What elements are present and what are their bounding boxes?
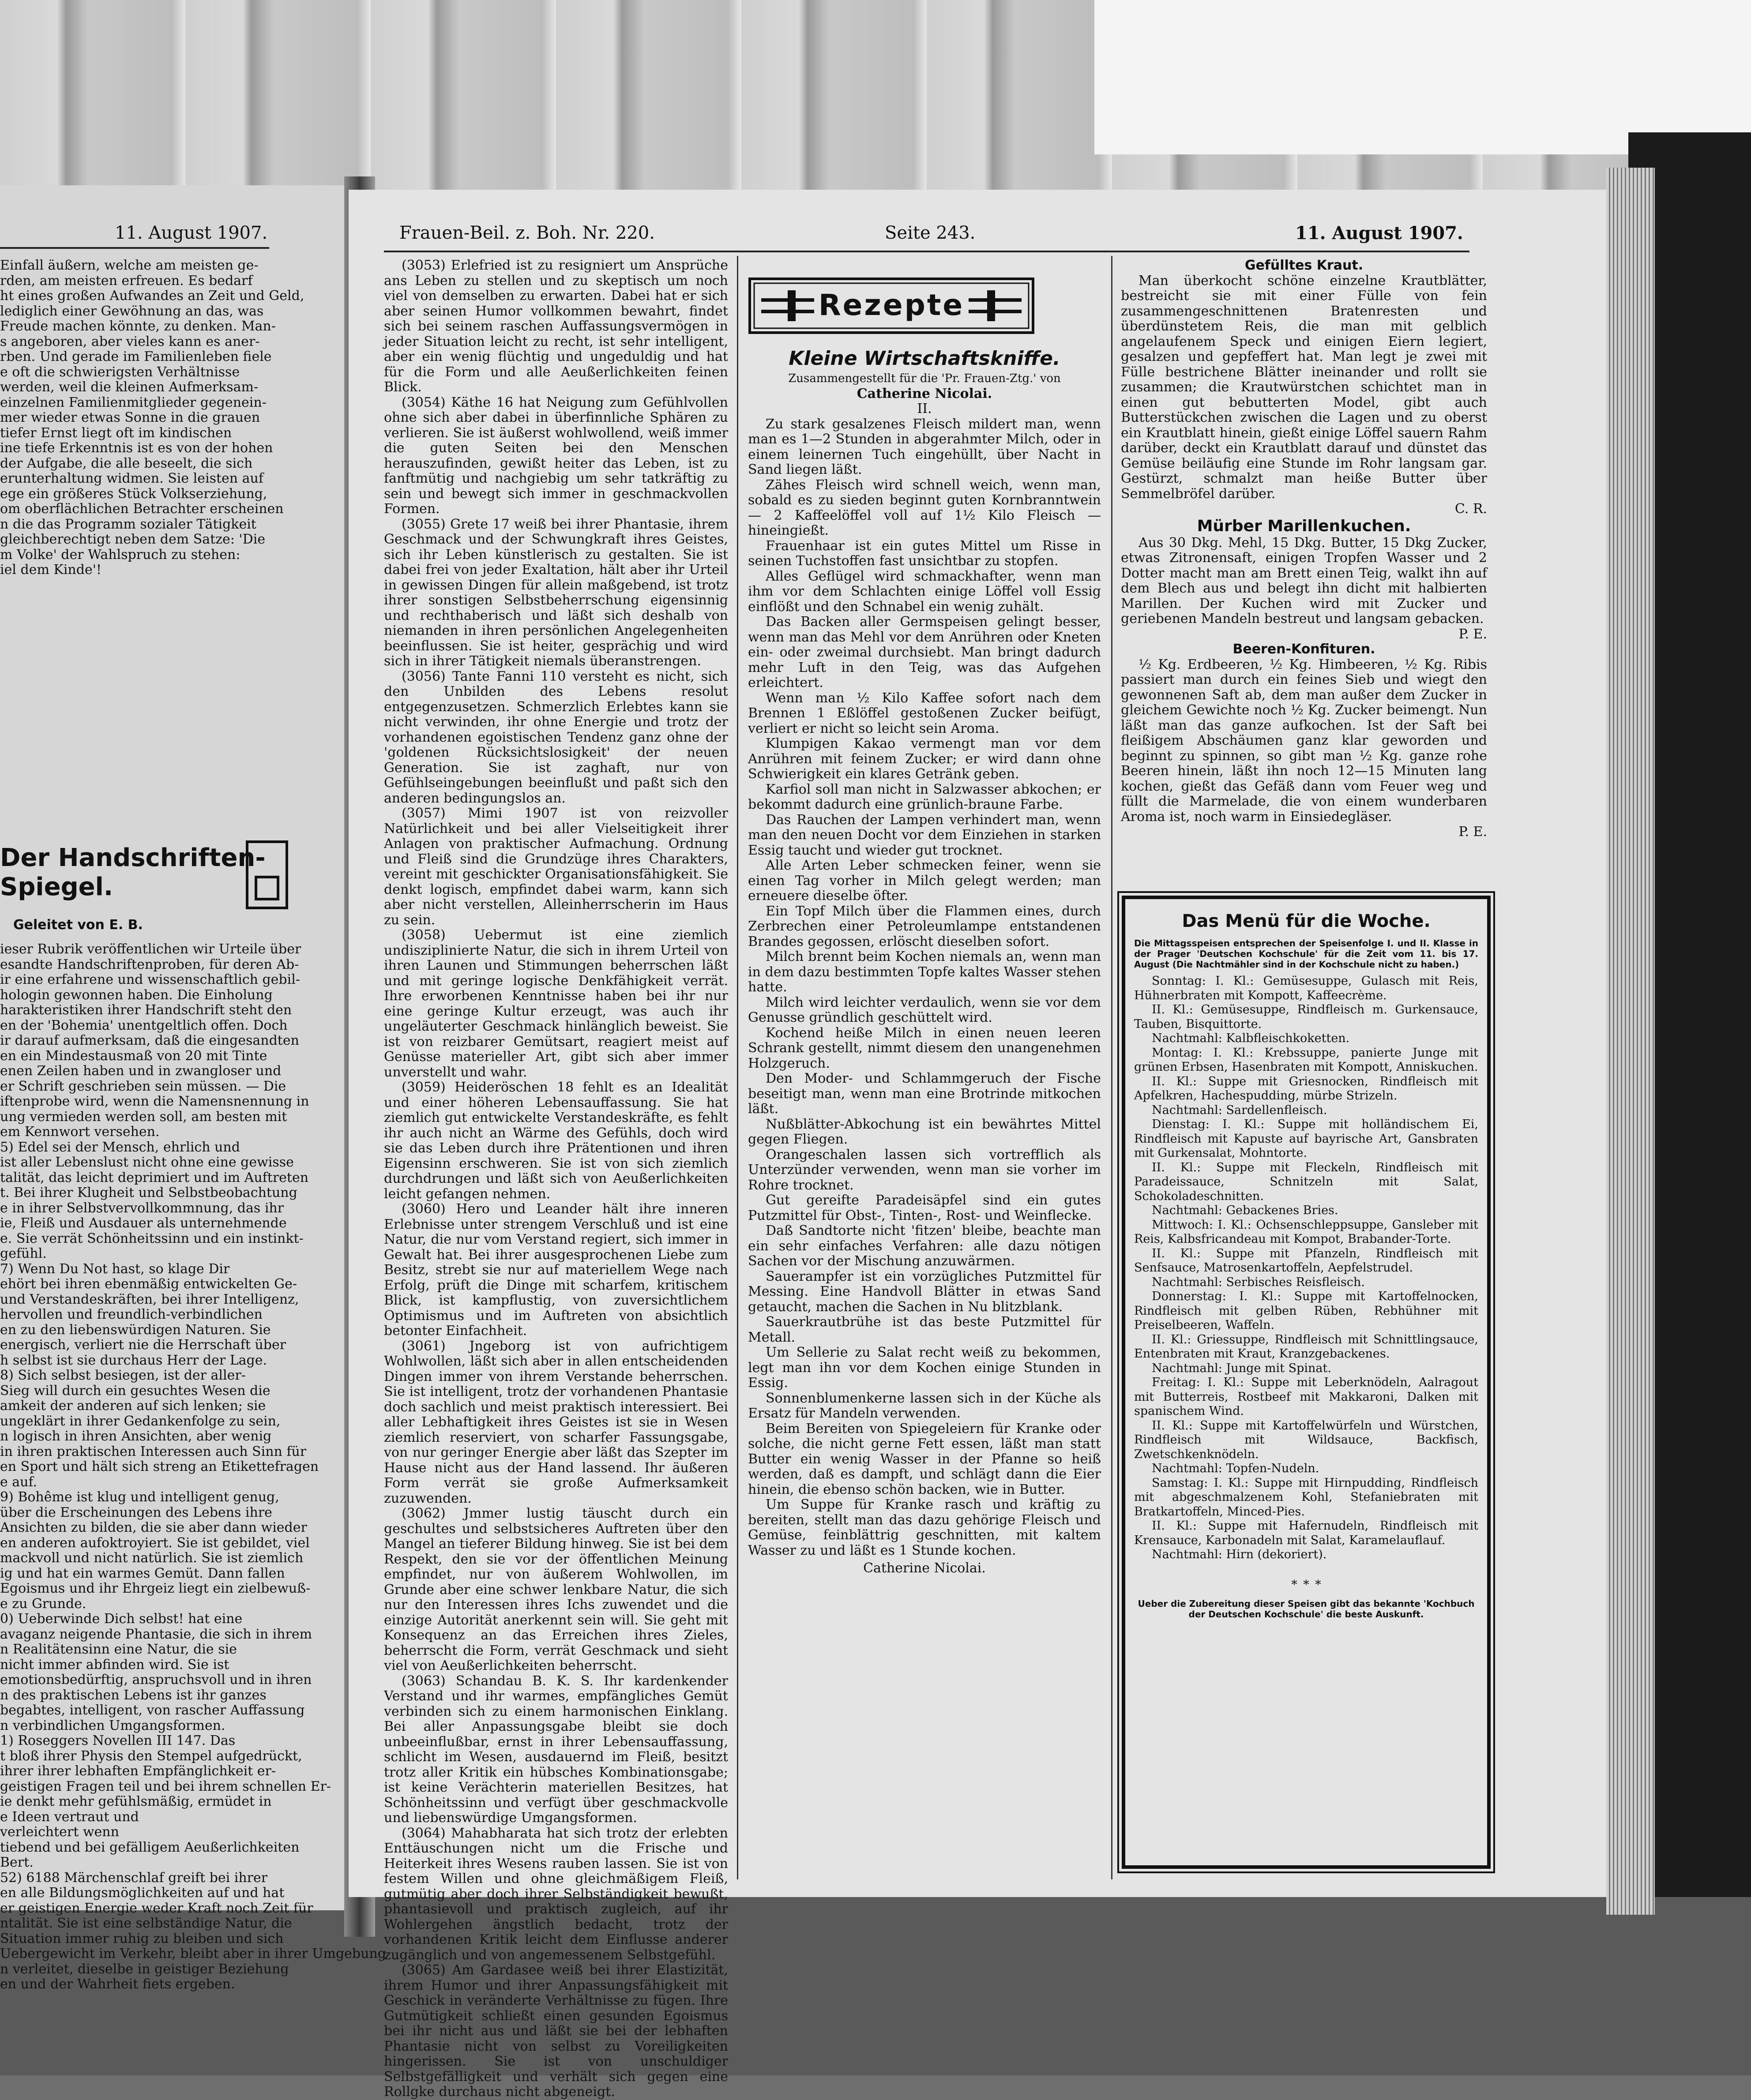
left-line: en Sport und hält sich streng an Etikettefragen [0,1459,319,1474]
left-line: er Schrift geschrieben sein müssen. — Die [0,1078,286,1094]
left-line: ieser Rubrik veröffentlichen wir Urteile über [0,941,301,957]
menu-day-entry: Sonntag: I. Kl.: Gemüsesuppe, Gulasch mit Reis, Hühnerbraten mit Kompott, Kaffeecrème. [1134,974,1478,1002]
left-line: tiebend und bei gefälligem Aeußerlichkeiten [0,1839,300,1855]
handschrift-entry: (3063) Schandau B. K. S. Ihr kardenkender Verstand und ihr warmes, empfängliches Gemüt verbinden sich zu einem harmonischen Einklang. Bei aller Anpassungsgabe bleibt sie doch unbeeinflußbar, ernst in ihrer Lebensauffassung, schlicht im Wesen, ausdauernd im Fleiß, besitzt trotz aller Kritik ein hübsches Kombinationsgabe; ist keine Verächterin materiellen Besitzes, hat Schönheitssinn und verfügt über geschmackvolle und liebenswürdige Umgangsformen. [384,1673,728,1826]
handschriften-title: Der Handschriften- Spiegel. [0,844,266,901]
handschrift-entry: (3061) Jngeborg ist von aufrichtigem Wohlwollen, läßt sich aber in allen entscheidenden Dingen immer von ihrem Verstande beherrschen. Sie ist intelligent, trotz der vorhandenen Phantasie doch sachlich und meist praktisch interessiert. Bei aller Lebhaftigkeit ihres Geistes ist sie in Wesen ziemlich reserviert, von scharfer Fassungsgabe, von nur geringer Energie aber läßt das Szepter im Hause nicht aus der Hand lassend. Ihr äußeren Form verrät sie große Aufmerksamkeit zuzuwenden. [384,1338,728,1506]
menu-day-entry: Nachtmahl: Kalbfleischkoketten. [1152,1031,1350,1045]
kniffe-subtitle: Zusammengestellt für die 'Pr. Frauen-Ztg.' von [788,372,1061,385]
handschriften-box [0,837,291,912]
kniff-item: Das Rauchen der Lampen verhindert man, wenn man den neuen Docht vor dem Einziehen in starken Essig taucht und wieder gut trocknet. [748,812,1101,858]
left-line: hervollen und freundlich-verbindlichen [0,1307,263,1322]
left-line: energisch, verliert nie die Herrschaft über [0,1337,286,1353]
left-line: über die Erscheinungen des Lebens ihre [0,1504,272,1520]
left-line: rben. Und gerade im Familienleben fiele [0,349,272,364]
left-line: ir darauf aufmerksam, daß die eingesandten [0,1033,299,1048]
left-column-text-bottom [0,941,386,2062]
left-line: 8) Sich selbst besiegen, ist der aller- [0,1368,246,1383]
kraut-title: Gefülltes Kraut. [1244,258,1364,273]
kniff-item: Zu stark gesalzenes Fleisch mildert man, wenn man es 1—2 Stunden in abgerahmter Milch, oder in einem leinernen Tuch eingehüllt, über Nacht in Sand liegen läßt. [748,416,1101,477]
left-line: einzelnen Familienmitglieder gegenein- [0,394,267,410]
background-white [1094,0,1751,154]
left-header-rule [0,247,269,249]
kniff-item: Alle Arten Leber schmecken feiner, wenn sie einen Tag vorher in Milch gelegt werden; man erneuere dieselbe öfter. [748,858,1101,904]
header-right: 11. August 1907. [1295,223,1463,244]
left-line: em Kennwort versehen. [0,1124,160,1140]
kniff-item: Um Suppe für Kranke rasch und kräftig zu bereiten, stellt man das dazu gehörige Fleisch und Gemüse, feinblättrig geschnitten, mit kaltem Wasser zu und läßt es 1 Stunde kochen. [748,1497,1101,1558]
menu-day-entry: II. Kl.: Suppe mit Fleckeln, Rindfleisch mit Paradeissauce, Schnitzeln mit Salat, Schokoladeschnitten. [1134,1160,1478,1203]
left-line: ig und hat ein warmes Gemüt. Dann fallen [0,1565,285,1581]
left-line: Sieg will durch ein gesuchtes Wesen die [0,1383,271,1399]
kniff-item: Daß Sandtorte nicht 'fitzen' bleibe, beachte man ein sehr einfaches Verfahren: alle dazu nötigen Sachen vor der Mischung anzuwärmen. [748,1223,1101,1269]
kraut-text: Man überkocht schöne einzelne Krautblätter, bestreicht sie mit einer Fülle von fein zusammengeschnittenen Bratenresten und überdünstetem Reis, die man mit gelblich angelaufenem Speck und einigen Eiern legiert, gesalzen und gepfeffert hat. Man legt je zwei mit Fülle bestrichene Blätter ineinander und rollt sie zusammen; die Krautwürstchen schichtet man in einen gut bebutterten Model, gibt auch Butterstückchen zwischen die Lagen und zu oberst ein Krautblatt hinein, gießt einige Löffel sauern Rahm darüber, deckt ein Krautblatt darauf und dünstet das Gemüse beiläufig eine Stunde im Rohr langsam gar. Gestürzt, schmalzt man heiße Butter über Semmelbröfel darüber. [1121,273,1487,502]
left-line: rden, am meisten erfreuen. Es bedarf [0,273,253,289]
left-line: in ihren praktischen Interessen auch Sinn für [0,1444,307,1459]
menu-stars: ∗ ∗ ∗ [1290,1575,1323,1589]
kniff-item: Alles Geflügel wird schmackhafter, wenn man ihm vor dem Schlachten einige Löffel voll Essig einflößt und den Schnabel ein wenig zuhält. [748,568,1101,615]
beeren-title: Beeren-Konfituren. [1232,641,1375,657]
menu-day-entry: II. Kl.: Griessuppe, Rindfleisch mit Schnittlingsauce, Entenbraten mit Kraut, Kranzgebackenes. [1134,1332,1478,1361]
left-line: und Verstandeskräften, bei ihrer Intelligenz, [0,1291,299,1307]
left-line: en der 'Bohemia' unentgeltlich offen. Doch [0,1017,288,1033]
left-line: erunterhaltung widmen. Sie leisten auf [0,471,263,486]
kniff-item: Milch brennt beim Kochen niemals an, wenn man in dem dazu bestimmten Topfe kaltes Wasser stehen hatte. [748,949,1101,995]
left-line: en zu den liebenswürdigen Naturen. Sie [0,1322,271,1338]
kraut-signature: C. R. [1454,501,1487,517]
left-line: 5) Edel sei der Mensch, ehrlich und [0,1139,240,1155]
left-line: 0) Ueberwinde Dich selbst! hat eine [0,1611,243,1627]
handschrift-entry: (3064) Mahabharata hat sich trotz der erlebten Enttäuschungen nicht um die Frische und Heiterkeit ihres Wesens rauben lassen. Sie ist von festem Willen und ohne gleichmäßigem Fleiß, gutmütig aber doch ihrer Selbständigkeit bewußt, phantasievoll und praktisch zugleich, auf ihr Wohlergehen ängstlich bedacht, trotz der vorhandenen Kritik leicht dem Einflusse anderer zugänglich und von angemessenem Selbstgefühl. [384,1825,728,1963]
column-divider-1 [737,256,738,1879]
menu-day-entry: Nachtmahl: Topfen-Nudeln. [1152,1462,1319,1475]
kniff-item: Kochend heiße Milch in einen neuen leeren Schrank gestellt, nimmt diesem den unangenehmen Holzgeruch. [748,1025,1101,1071]
left-line: en anderen aufoktroyiert. Sie ist gebildet, viel [0,1535,310,1551]
left-line: s angeboren, aber vieles kann es aner- [0,334,260,349]
left-line: en ein Mindestausmaß von 20 mit Tinte [0,1048,267,1064]
left-line: t. Bei ihrer Klugheit und Selbstbeobachtung [0,1185,297,1200]
kniffe-part: II. [917,401,932,416]
menu-day-entry: II. Kl.: Suppe mit Griesnocken, Rindfleisch mit Apfelkren, Hachespudding, mürbe Strizeln. [1134,1074,1478,1102]
beeren-signature: P. E. [1458,824,1487,840]
kniffe-title: Kleine Wirtschaftskniffe. [789,347,1060,370]
left-line: emotionsbedürftig, anspruchsvoll und in ihren [0,1672,312,1688]
left-line: er geistigen Energie weder Kraft noch Zeit für [0,1900,313,1916]
header-center: Seite 243. [885,223,976,243]
left-line: m Volke' der Wahlspruch zu stehen: [0,547,240,562]
menu-day-entry: Nachtmahl: Hirn (dekoriert). [1152,1548,1327,1561]
left-line: ir eine erfahrene und wissenschaftlich gebil- [0,972,300,987]
left-line: om oberflächlichen Betrachter erscheinen [0,501,284,517]
left-page-header: 11. August 1907. [115,223,268,243]
left-line: nicht immer abfinden wird. Sie ist [0,1657,229,1672]
left-line: n des praktischen Lebens ist ihr ganzes [0,1687,267,1703]
left-line: ung vermieden werden soll, am besten mit [0,1109,287,1125]
left-line: h selbst ist sie durchaus Herr der Lage. [0,1352,267,1368]
menu-day-entry: II. Kl.: Suppe mit Kartoffelwürfeln und Würstchen, Rindfleisch mit Wildsauce, Backfisch, Zwetschkenknödeln. [1134,1418,1478,1461]
menu-day-entry: Samstag: I. Kl.: Suppe mit Hirnpudding, Rindfleisch mit abgeschmalzenem Kohl, Stefaniebraten mit Bratkartoffeln, Minced-Pies. [1134,1476,1478,1519]
left-line: e Ideen vertraut und [0,1809,139,1825]
menu-days [1134,974,1478,1562]
header-left: Frauen-Beil. z. Boh. Nr. 220. [399,223,655,243]
kniff-item: Das Backen aller Germspeisen gelingt besser, wenn man das Mehl vor dem Anrühren oder Kneten ein- oder zweimal durchsiebt. Man bringt dadurch mehr Luft in den Teig, was das Aufgehen erleichtert. [748,614,1101,690]
left-line: t bloß ihrer Physis den Stempel aufgedrückt, [0,1748,302,1764]
menu-day-entry: Nachtmahl: Serbisches Reisfleisch. [1152,1275,1365,1289]
left-line: ege ein größeres Stück Volkserziehung, [0,486,267,502]
left-line: e in ihrer Selbstvervollkommnung, das ihr [0,1200,284,1216]
handschrift-entry: (3058) Uebermut ist eine ziemlich undisziplinierte Natur, die sich in ihrem Urteil von ihren Launen und Stimmungen beherrschen läßt und mit geringe logische Denkfähigkeit verrät. Ihre erworbenen Kenntnisse haben bei ihr nur eine geringe Kultur erzeugt, was auch ihr ungeläuterter Geschmack hinlänglich beweist. Sie ist von reizbarer Gemütsart, reagiert meist auf Genüsse materieller Art, gibt sich aber immer unverstellt und wahr. [384,927,728,1080]
menu-day-entry: II. Kl.: Suppe mit Hafernudeln, Rindfleisch mit Krensauce, Karbonadeln mit Salat, Karamelauflauf. [1134,1519,1478,1547]
left-line: ungeklärt in ihrer Gedankenfolge zu sein, [0,1413,281,1429]
left-line: ntalität. Sie ist eine selbständige Natur, die [0,1916,292,1931]
left-line: e zu Grunde. [0,1596,86,1612]
kniffe-author: Catherine Nicolai. [857,386,992,401]
left-line: lediglich einer Gewöhnung an das, was [0,303,264,319]
header-rule [384,251,1469,252]
kniff-item: Gut gereifte Paradeisäpfel sind ein gutes Putzmittel für Obst-, Tinten-, Rost- und Weinflecke. [748,1192,1101,1223]
left-line: harakteristiken ihrer Handschrift steht den [0,1002,292,1018]
menu-title: Das Menü für die Woche. [1182,911,1431,931]
left-line: talität, das leicht deprimiert und im Auftreten [0,1170,309,1185]
left-line: Bert. [0,1855,34,1870]
left-line: e auf. [0,1474,38,1490]
left-line: en und der Wahrheit fiets ergeben. [0,1976,235,1992]
rezepte-title: Rezepte [818,288,965,322]
menu-day-entry: Nachtmahl: Gebackenes Bries. [1152,1204,1338,1217]
left-line: avaganz neigende Phantasie, die sich in ihrem [0,1626,312,1642]
handschrift-entry: (3062) Jmmer lustig täuscht durch ein geschultes und selbstsicheres Auftreten über den Mangel an tieferer Bildung hinweg. Sie ist bei dem Respekt, den sie vor der öffentlichen Meinung empfindet, nur von äußerem Wohlwollen, im Grunde aber eine schwer lenkbare Natur, die sich nur den Interessen ihres Ichs zuwendet und die einzige Autorität anerkennt sein will. Sie geht mit Konsequenz an das Erreichen ihres Zieles, beherrscht die Form, verrät Geschmack und sieht viel von Aeußerlichkeiten beherrscht. [384,1506,728,1673]
beeren-text: ½ Kg. Erdbeeren, ½ Kg. Himbeeren, ½ Kg. Ribis passiert man durch ein feines Sieb und wiegt den gewonnenen Saft ab, dem man außer dem Zucker in gleichem Gewichte noch ½ Kg. Zucker beimengt. Nun läßt man das ganze aufkochen. Ist der Saft bei fleißigem Abschäumen ganz klar geworden und beginnt zu spinnen, so gibt man ½ Kg. ganze rohe Beeren hinein, läßt ihn noch 12—15 Minuten lang kochen, gießt das Gefäß dann vom Feuer weg und füllt die Marmelade, die von einem wunderbaren Aroma ist, noch warm in Einsiedegläser. [1121,656,1487,825]
left-line: ht eines großen Aufwandes an Zeit und Geld, [0,288,304,304]
kniff-item: Nußblätter-Abkochung ist ein bewährtes Mittel gegen Fliegen. [748,1116,1101,1147]
left-line: enen Zeilen haben und in zwangloser und [0,1063,282,1079]
menu-day-entry: Dienstag: I. Kl.: Suppe mit holländischem Ei, Rindfleisch mit Kapuste auf bayrische Art, Gansbraten mit Gurkensalat, Mohntorte. [1134,1118,1478,1160]
kniff-item: Wenn man ½ Kilo Kaffee sofort nach dem Brennen 1 Eßlöffel gestoßenen Zucker beifügt, verliert er nicht so leicht sein Aroma. [748,690,1101,736]
column-divider-2 [1111,256,1112,1879]
left-line: en alle Bildungsmöglichkeiten auf und hat [0,1885,285,1901]
left-line: begabtes, intelligent, von rascher Auffassung [0,1702,305,1718]
left-line: e oft die schwierigsten Verhältnisse [0,364,240,380]
rezepte-banner [748,277,1035,334]
left-line: Ansichten zu bilden, die sie aber dann wieder [0,1520,307,1535]
left-line: 9) Bohême ist klug und intelligent genug, [0,1489,279,1505]
menu-day-entry: Nachtmahl: Sardellenfleisch. [1152,1103,1327,1117]
page-edges [1606,168,1655,1915]
left-line: iel dem Kinde'! [0,562,102,578]
kniff-item: Orangeschalen lassen sich vortrefflich als Unterzünder verwenden, wenn man sie vorher im Rohre trocknet. [748,1147,1101,1193]
marillen-text: Aus 30 Dkg. Mehl, 15 Dkg. Butter, 15 Dkg Zucker, etwas Zitronensaft, einigen Tropfen Wasser und 2 Dotter macht man am Brett einen Teig, walkt ihn auf dem Blech aus und belegt ihn dicht mit halbierten Marillen. Der Kuchen wird mit Zucker und geriebenen Mandeln bestreut und langsam gebacken. [1121,535,1487,626]
left-line: ist aller Lebenslust nicht ohne eine gewisse [0,1155,294,1170]
kniff-item: Sauerkrautbrühe ist das beste Putzmittel für Metall. [748,1314,1101,1345]
left-line: mer wieder etwas Sonne in die grauen [0,410,260,425]
left-line: esandte Handschriftenproben, für deren Ab- [0,956,299,972]
handschrift-entry: (3065) Am Gardasee weiß bei ihrer Elastizität, ihrem Humor und ihrer Anpassungsfähigkeit mit Geschick in veränderte Verhältnisse zu fügen. Ihre Gutmütigkeit schließt einen gesunden Egoismus bei ihr nicht aus und läßt sie bei der lebhaften Phantasie nicht von selbst zu Voreiligkeiten hingerissen. Sie ist von unschuldiger Selbstgefälligkeit und verhält sich gegen eine Rollgke durchaus nicht abgeneigt. [384,1962,728,2100]
handschrift-entry: (3059) Heideröschen 18 fehlt es an Idealität und einer höheren Lebensauffassung. Sie hat ziemlich gut entwickelte Verstandeskräfte, es fehlt ihr auch nicht an Wärme des Gefühls, doch wird sie das Leben durch ihre Prätentionen und ihren Eigensinn erschweren. Sie ist von sich ziemlich durchdrungen und läßt sich von Aeußerlichkeiten leicht gefangen nehmen. [384,1080,728,1202]
kniff-item: Klumpigen Kakao vermengt man vor dem Anrühren mit feinem Zucker; er wird dann ohne Schwierigkeit ein klares Getränk geben. [748,736,1101,782]
handschrift-entry: (3057) Mimi 1907 ist von reizvoller Natürlichkeit und bei aller Vielseitigkeit ihrer Anlagen von praktischer Aufmachung. Ordnung und Fleiß sind die Grundzüge ihres Charakters, vereint mit geschickter Organisationsfähigkeit. Sie denkt logisch, empfindet dabei warm, kann sich aber nicht verstellen, Alleinherrscherin im Haus zu sein. [384,806,728,928]
left-line: n verleitet, dieselbe in geistiger Beziehung [0,1961,289,1977]
left-line: Einfall äußern, welche am meisten ge- [0,258,259,273]
left-line: gefühl. [0,1246,47,1261]
menu-content [1134,908,1478,1856]
menu-day-entry: Freitag: I. Kl.: Suppe mit Leberknödeln, Aalragout mit Butterreis, Rostbeef mit Makkaroni, Dalken mit spanischem Wind. [1134,1376,1478,1418]
handschrift-entry: (3060) Hero und Leander hält ihre inneren Erlebnisse unter strengem Verschluß und ist eine Natur, die nur vom Verstand regiert, sich immer in Gewalt hat. Bei ihrer ausgesprochenen Liebe zum Besitz, strebt sie nur auf materiellem Wege nach Erfolg, prüft die Dinge mit scharfem, kritischem Blick, ist kampflustig, von zuversichtlichem Optimismus und im Auftreten von absichtlich betonter Einfachheit. [384,1201,728,1339]
left-line: mackvoll und nicht natürlich. Sie ist ziemlich [0,1550,304,1566]
left-line: amkeit der anderen auf sich lenken; sie [0,1398,266,1414]
left-line: ehört bei ihren ebenmäßig entwickelten Ge- [0,1276,297,1292]
left-line: ie denkt mehr gefühlsmäßig, ermüdet in [0,1794,272,1809]
left-line: ihrer ihrer lebhaften Empfänglichkeit er- [0,1763,276,1779]
kniff-item: Frauenhaar ist ein gutes Mittel um Risse in seinen Tuchstoffen fast unsichtbar zu stopfen. [748,538,1101,569]
left-line: hologin gewonnen haben. Die Einholung [0,987,273,1003]
kniff-item: Zähes Fleisch wird schnell weich, wenn man, sobald es zu sieden beginnt guten Kornbranntwein — 2 Kaffeelöffel voll auf 1½ Kilo Fleisch — hineingießt. [748,477,1101,538]
left-line: Freude machen könnte, zu denken. Man- [0,319,276,334]
left-line: geistigen Fragen teil und bei ihrem schnellen Er- [0,1778,331,1794]
left-line: ine tiefe Erkenntnis ist es von der hohen [0,440,273,456]
menu-day-entry: Montag: I. Kl.: Krebssuppe, panierte Junge mit grünen Erbsen, Hasenbraten mit Kompott, Anniskuchen. [1134,1046,1478,1074]
marillen-title: Mürber Marillenkuchen. [1197,517,1411,535]
left-line: tiefer Ernst liegt oft im kindischen [0,425,232,441]
left-page [0,185,386,1992]
menu-box [1122,896,1491,1869]
menu-day-entry: Donnerstag: I. Kl.: Suppe mit Kartoffelnocken, Rindfleisch mit gelben Rüben, Rebhühner mit Preiselbeeren, Waffeln. [1134,1290,1478,1332]
left-column-text-top [0,258,335,832]
left-line: iftenprobe wird, wenn die Namensnennung in [0,1094,309,1109]
left-line: 7) Wenn Du Not hast, so klage Dir [0,1261,230,1277]
menu-day-entry: Nachtmahl: Junge mit Spinat. [1152,1361,1331,1375]
left-line: 1) Roseggers Novellen III 147. Das [0,1733,236,1748]
menu-day-entry: II. Kl.: Suppe mit Pfanzeln, Rindfleisch mit Senfsauce, Matrosenkartoffeln, Aepfelstrudel. [1134,1246,1478,1275]
left-line: gleichberechtigt neben dem Satze: 'Die [0,532,266,547]
handschrift-entry: (3056) Tante Fanni 110 versteht es nicht, sich den Unbilden des Lebens resolut entgegenzusetzen. Schmerzlich Erlebtes kann sie nicht verwinden, ihr ohne Energie und trotz der vorhandenen egoistischen Tendenz ganz ohne der 'goldenen Rücksichtslosigkeit' der neuen Generation. Sie ist zaghaft, nur von Gefühlseingebungen beeinflußt und paßt sich den anderen bedingungslos an. [384,668,728,806]
kniff-item: Milch wird leichter verdaulich, wenn sie vor dem Genusse gründlich geschüttelt wird. [748,994,1101,1025]
handschrift-entry: (3053) Erlefried ist zu resigniert um Ansprüche ans Leben zu stellen und zu skeptisch um noch viel von demselben zu erwarten. Dabei hat er sich aber seinen Humor vollkommen bewahrt, findet sich bei seinem raschen Auffassungsvermögen in jeder Situation leicht zu recht, ist sehr intelligent, aber ein wenig flüchtig und ungeduldig und hat für die Form und alle Aeußerlichkeiten feinen Blick. [384,258,728,395]
menu-footer: Ueber die Zubereitung dieser Speisen gibt das bekannte 'Kochbuch der Deutschen Kochschule' die beste Auskunft. [1138,1598,1475,1620]
menu-day-entry: Mittwoch: I. Kl.: Ochsenschleppsuppe, Gansleber mit Reis, Kalbsfricandeau mit Kompot, Brabander-Torte. [1134,1218,1478,1246]
left-line: der Aufgabe, die alle beseelt, die sich [0,455,253,471]
kniffe-signature: Catherine Nicolai. [863,1560,986,1576]
column-3-recipes [1121,258,1487,889]
left-line: Uebergewicht im Verkehr, bleibt aber in ihrer Umgebung [0,1946,386,1961]
left-line: ie, Fleiß und Ausdauer als unternehmende [0,1215,287,1231]
column-1-handschriften [384,258,728,2100]
left-line: verleichtert wenn [0,1824,119,1840]
left-line: n verbindlichen Umgangsformen. [0,1718,225,1733]
left-line: n Realitätensinn eine Natur, die sie [0,1642,237,1657]
left-line: Situation immer ruhig zu bleiben und sich [0,1931,284,1946]
kniff-item: Karfiol soll man nicht in Salzwasser abkochen; er bekommt dadurch eine grünlich-braune Farbe. [748,781,1101,812]
left-line: 52) 6188 Märchenschlaf greift bei ihrer [0,1870,268,1886]
kniff-item: Sauerampfer ist ein vorzügliches Putzmittel für Messing. Eine Handvoll Blätter in etwas Sand getaucht, machen die Sachen in Nu blitzblank. [748,1268,1101,1315]
kniff-item: Beim Bereiten von Spiegeleiern für Kranke oder solche, die nicht gerne Fett essen, läßt man statt Butter ein wenig Wasser in der Pfanne so heiß werden, daß es dampft, und schlägt dann die Eier hinein, die ebenso schön backen, wie in Butter. [748,1421,1101,1497]
left-line: werden, weil die kleinen Aufmerksam- [0,379,259,395]
kniff-item: Um Sellerie zu Salat recht weiß zu bekommen, legt man ihn vor dem Kochen einige Stunden in Essig. [748,1345,1101,1391]
left-line: n logisch in ihren Ansichten, aber wenig [0,1429,272,1444]
handschriften-byline: Geleitet von E. B. [13,917,143,933]
ornament-icon [243,837,291,912]
kniff-item: Den Moder- und Schlammgeruch der Fische beseitigt man, wenn man eine Brotrinde mitkochen läßt. [748,1071,1101,1117]
kniffe-items [748,417,1101,1559]
left-line: n die das Programm sozialer Tätigkeit [0,516,256,532]
handschrift-entry: (3054) Käthe 16 hat Neigung zum Gefühlvollen ohne sich aber dabei in überfinnliche Sphären zu verlieren. Sie ist äußerst wohlwollend, weiß immer die guten Seiten bei den Menschen herauszufinden, gewißt heiter das Leben, ist zu fanftmütig und nachgiebig um sehr tatkräftig zu sein und bewegt sich immer in geschmackvollen Formen. [384,394,728,517]
left-line: Egoismus und ihr Ehrgeiz liegt ein zielbewuß- [0,1581,311,1596]
marillen-signature: P. E. [1458,626,1487,642]
left-line: e. Sie verrät Schönheitssinn und ein instinkt- [0,1230,304,1246]
column-2-wirtschaftskniffe [748,346,1101,1882]
kniff-item: Ein Topf Milch über die Flammen eines, durch Zerbrechen einer Petroleumlampe entstandenen Brandes gegossen, erlöscht dieselben sofort. [748,903,1101,949]
kniff-item: Sonnenblumenkerne lassen sich in der Küche als Ersatz für Mandeln verwenden. [748,1390,1101,1421]
menu-day-entry: II. Kl.: Gemüsesuppe, Rindfleisch m. Gurkensauce, Tauben, Bisquittorte. [1134,1003,1478,1031]
handschrift-entry: (3055) Grete 17 weiß bei ihrer Phantasie, ihrem Geschmack und der Schwungkraft ihres Geistes, sich ihr Leben künstlerisch zu gestalten. Sie ist dabei frei von jeder Exaltation, hält aber ihr Urteil in gewissen Dingen für allein maßgebend, ist trotz ihrer sonstigen Selbstbeherrschung eigensinnig und rechthaberisch und läßt sich deshalb von niemanden in ihren persönlichen Angelegenheiten beeinflussen. Sie ist heiter, gesprächig und wird sich in ihrer Tätigkeit niemals überanstrengen. [384,516,728,669]
menu-intro: Die Mittagsspeisen entsprechen der Speisenfolge I. und II. Klasse in der Prager 'Deutschen Kochschule' für die Zeit vom 11. bis 17. August (Die Nachtmähler sind in der Kochschule nicht zu haben.) [1134,938,1478,970]
